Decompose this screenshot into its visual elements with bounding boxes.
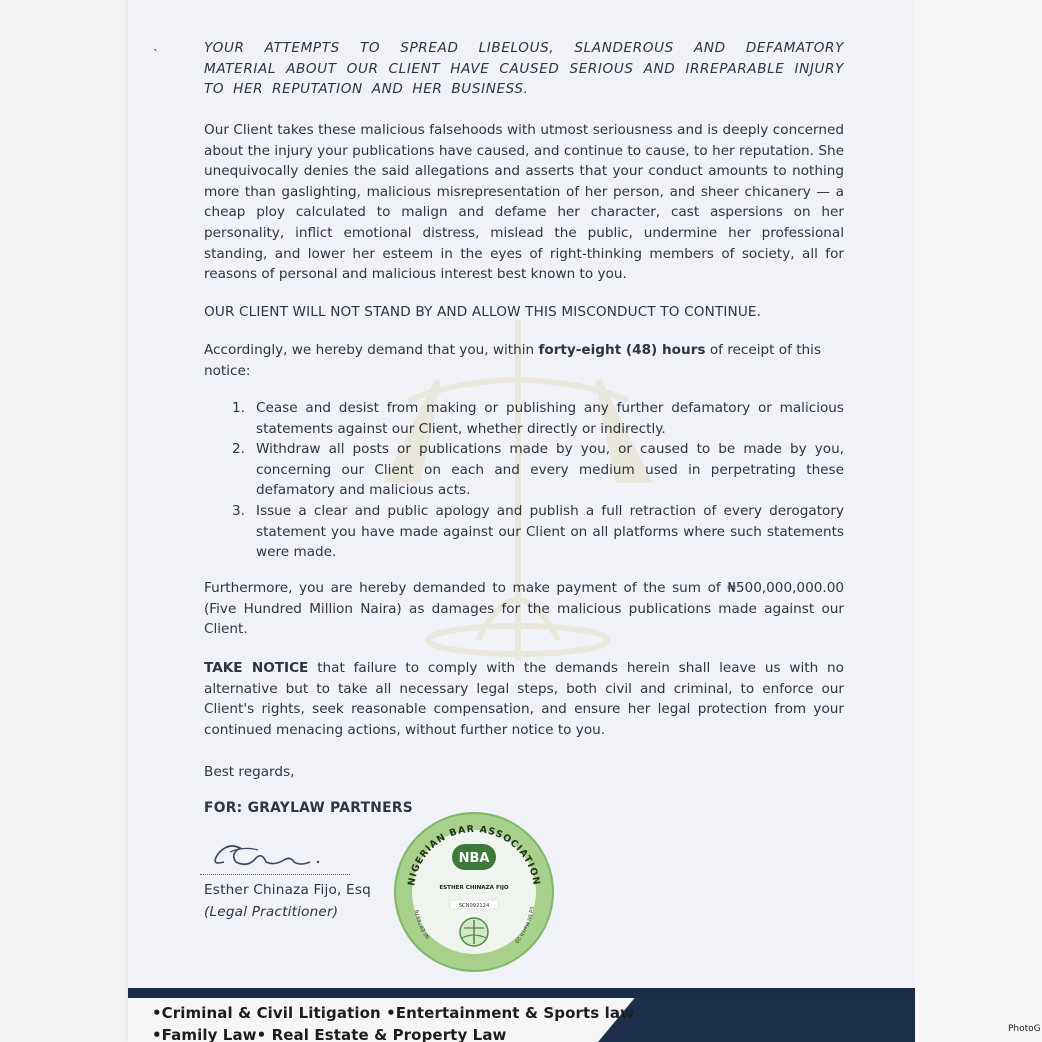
paragraph-demand-intro [204, 340, 844, 381]
demand-intro-after: of receipt of this notice: [204, 342, 822, 379]
background-right-margin [915, 0, 1042, 1042]
list-item [204, 439, 844, 501]
demand-deadline: forty-eight (48) hours [538, 342, 706, 358]
stamp-practitioner-name: ESTHER CHINAZA FIJO [439, 885, 509, 891]
firm-name: FOR: GRAYLAW PARTNERS [204, 800, 414, 816]
list-item-text: Withdraw all posts or publications made by you, or caused to be made by you, concerning our Client on each and every medium used in perpetrating these defamatory and malicious acts. [256, 441, 844, 499]
list-item-number: 3. [232, 502, 245, 519]
paragraph-take-notice [204, 658, 844, 740]
stamp-left-arc-number: Nº E878976 [414, 909, 432, 940]
paragraph-caps-defamation: YOUR ATTEMPTS TO SPREAD LIBELOUS, SLANDEROUS AND DEFAMATORY MATERIAL ABOUT OUR CLIENT HAVE CAUSED SERIOUS AND IRREPARABLE INJURY TO HER REPUTATION AND HER BUSINESS. [204, 40, 844, 98]
handwritten-signature [200, 832, 350, 878]
paragraph-caps-will-not-stand: OUR CLIENT WILL NOT STAND BY AND ALLOW THIS MISCONDUCT TO CONTINUE. [204, 304, 762, 320]
paragraph-client-position: Our Client takes these malicious falsehoods with utmost seriousness and is deeply concerned about the injury your publications have caused, and continue to cause, to her reputation. She unequivocally denies the said allegations and asserts that your conduct amounts to nothing more than gaslighting, malicious misrepresentation of her person, and sheer chicanery — a cheap ploy calculated to malign and defame her character, cast aspersions on her personality, inflict emotional distress, mislead the public, undermine her professional standing, and lower her esteem in the eyes of right-thinking members of society, all for reasons of personal and malicious interest best known to you. [204, 122, 844, 283]
demands-list [204, 398, 844, 563]
list-item-text: Cease and desist from making or publishing any further defamatory or malicious statements against our Client, whether directly or indirectly. [256, 400, 844, 437]
list-item [204, 501, 844, 563]
margin-mark: ˴ [153, 41, 158, 57]
stamp-enrolment-number: SCN092124 [458, 903, 490, 909]
demand-intro-before: Accordingly, we hereby demand that you, within [204, 342, 539, 358]
stamp-ring-text: NIGERIAN BAR ASSOCIATION [406, 823, 542, 887]
closing-salutation: Best regards, [204, 764, 295, 780]
take-notice-body: that failure to comply with the demands herein shall leave us with no alternative but to take all necessary legal steps, both civil and criminal, to enforce our Client's rights, seek reasonable compensation, and ensure her legal protection from your continued menacing actions, without further notice to you. [204, 660, 844, 738]
paragraph-payment-demand: Furthermore, you are hereby demanded to make payment of the sum of ₦500,000,000.00 (Five Hundred Million Naira) as damages for the malicious publications made against our Client. [204, 580, 844, 638]
take-notice-heading: TAKE NOTICE [204, 660, 309, 676]
footer-navy-panel [598, 994, 915, 1042]
list-item-text: Issue a clear and public apology and publish a full retraction of every derogatory statement you have made against our Client on all platforms where such statements were made. [256, 502, 844, 561]
signature-line [200, 874, 350, 875]
stamp-abbr: NBA [458, 851, 490, 866]
signatory-name: Esther Chinaza Fijo, Esq [204, 882, 371, 898]
image-watermark-label: PhotoG [1008, 1024, 1041, 1034]
footer-services-line-1: •Criminal & Civil Litigation •Entertainment & Sports law [152, 1004, 635, 1022]
letter-page [128, 0, 915, 1042]
footer-services-line-2: •Family Law• Real Estate & Property Law [152, 1026, 507, 1042]
list-item-number: 1. [232, 400, 245, 416]
nba-stamp-seal [392, 810, 556, 974]
list-item-number: 2. [232, 441, 245, 458]
list-item [204, 398, 844, 439]
signatory-title: (Legal Practitioner) [204, 904, 339, 920]
stamp-validity: lid till March 20 [513, 906, 534, 944]
